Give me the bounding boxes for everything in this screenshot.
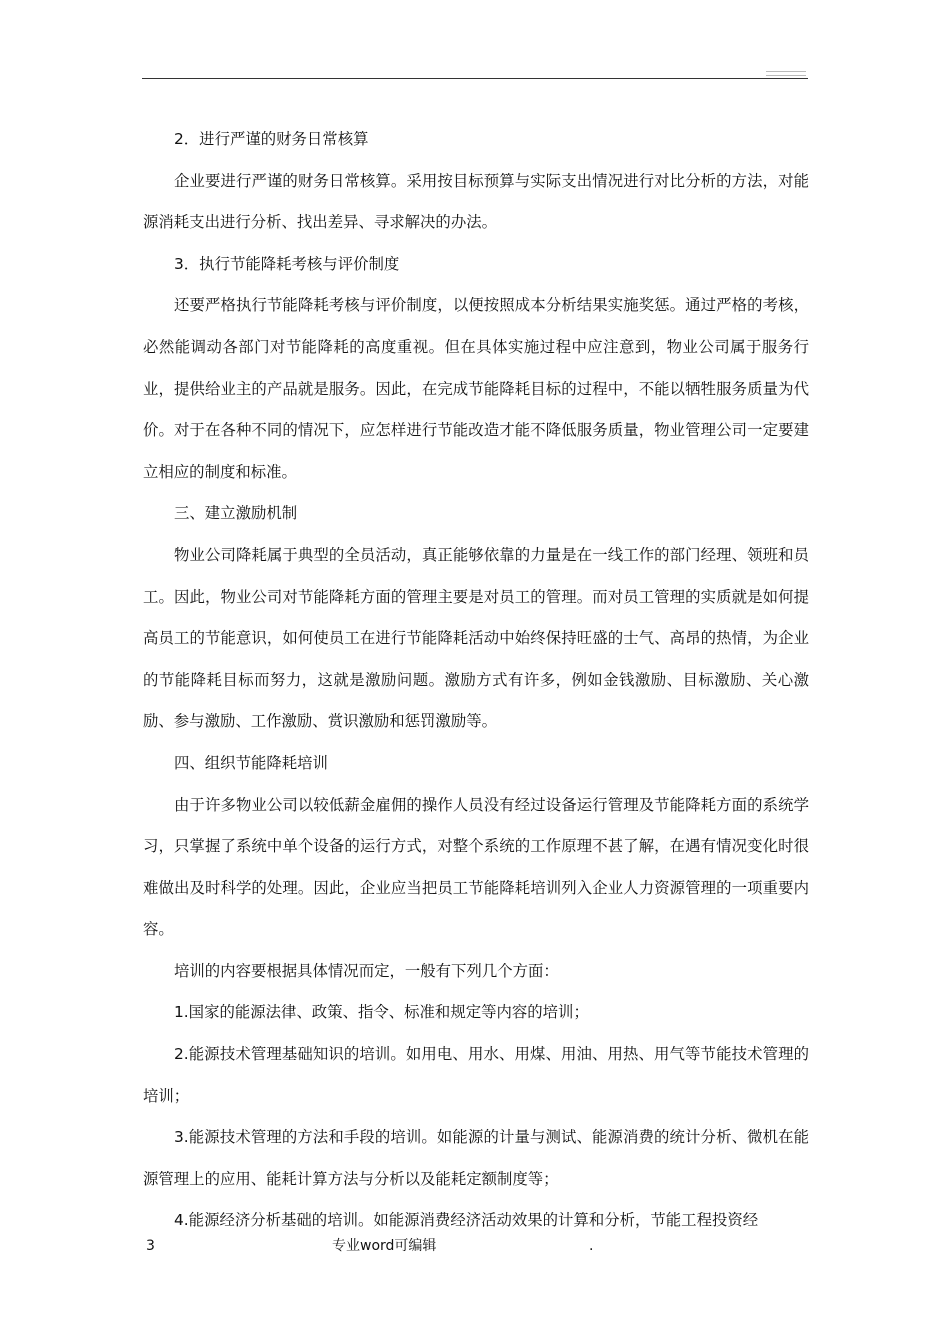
body-text — [143, 119, 809, 1242]
paragraph: 培训的内容要根据具体情况而定，一般有下列几个方面： — [174, 961, 559, 980]
page-number: 3 — [146, 1238, 155, 1254]
paragraph: 企业要进行严谨的财务日常核算。采用按目标预算与实际支出情况进行对比分析的方法，对能源消耗支出进行分析、找出差异、寻求解决的办法。 — [143, 171, 809, 232]
section-heading: 3．执行节能降耗考核与评价制度 — [174, 254, 400, 273]
list-item: 2.能源技术管理基础知识的培训。如用电、用水、用煤、用油、用热、用气等节能技术管理的培训； — [143, 1045, 809, 1105]
list-item: 1.国家的能源法律、政策、指令、标准和规定等内容的培训； — [174, 1003, 589, 1022]
paragraph: 物业公司降耗属于典型的全员活动，真正能够依靠的力量是在一线工作的部门经理、领班和员工。因此，物业公司对节能降耗方面的管理主要是对员工的管理。而对员工管理的实质就是如何提高员工的节能意识，如何使员工在进行节能降耗活动中始终保持旺盛的士气、高昂的热情，为企业的节能降耗目标而努力，这就是激励问题。激励方式有许多，例如金钱激励、目标激励、关心激励、参与激励、工作激励、赏识激励和惩罚激励等。 — [143, 545, 809, 731]
paragraph: 还要严格执行节能降耗考核与评价制度，以便按照成本分析结果实施奖惩。通过严格的考核，必然能调动各部门对节能降耗的高度重视。但在具体实施过程中应注意到，物业公司属于服务行业，提供给业主的产品就是服务。因此，在完成节能降耗目标的过程中，不能以牺牲服务质量为代价。对于在各种不同的情况下，应怎样进行节能改造才能不降低服务质量，物业管理公司一定要建立相应的制度和标准。 — [143, 296, 809, 481]
list-item: 4.能源经济分析基础的培训。如能源消费经济活动效果的计算和分析，节能工程投资经 — [174, 1211, 759, 1230]
list-item: 3.能源技术管理的方法和手段的培训。如能源的计量与测试、能源消费的统计分析、微机在能源管理上的应用、能耗计算方法与分析以及能耗定额制度等； — [143, 1128, 809, 1188]
section-heading: 2．进行严谨的财务日常核算 — [174, 130, 369, 148]
footer-dot: . — [589, 1238, 594, 1254]
section-heading: 四、组织节能降耗培训 — [174, 753, 328, 772]
paragraph: 由于许多物业公司以较低薪金雇佣的操作人员没有经过设备运行管理及节能降耗方面的系统学习，只掌握了系统中单个设备的运行方式，对整个系统的工作原理不甚了解，在遇有情况变化时很难做出及时科学的处理。因此，企业应当把员工节能降耗培训列入企业人力资源管理的一项重要内容。 — [143, 795, 809, 939]
section-heading: 三、建立激励机制 — [174, 504, 298, 523]
header-rule — [142, 78, 808, 79]
footer-caption: 专业word可编辑 — [332, 1238, 437, 1254]
header-mark — [766, 71, 806, 76]
